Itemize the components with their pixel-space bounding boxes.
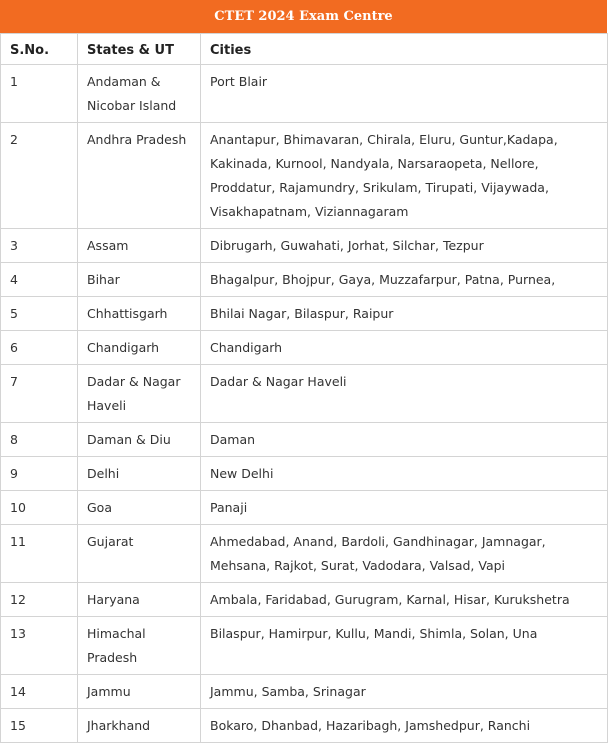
cell-sno: 7	[1, 365, 78, 423]
cell-state: Daman & Diu	[78, 423, 201, 457]
cell-cities: Bilaspur, Hamirpur, Kullu, Mandi, Shimla, Solan, Una	[201, 617, 608, 675]
cell-sno: 5	[1, 297, 78, 331]
table-row	[1, 365, 608, 423]
cell-cities: Panaji	[201, 491, 608, 525]
cell-sno: 1	[1, 65, 78, 123]
table-row	[1, 331, 608, 365]
table-row	[1, 709, 608, 743]
cell-state: Himachal Pradesh	[78, 617, 201, 675]
cell-cities: Bokaro, Dhanbad, Hazaribagh, Jamshedpur, Ranchi	[201, 709, 608, 743]
table-row	[1, 123, 608, 229]
cell-state: Chhattisgarh	[78, 297, 201, 331]
cell-state: Jammu	[78, 675, 201, 709]
cell-state: Andhra Pradesh	[78, 123, 201, 229]
table-title: CTET 2024 Exam Centre	[0, 0, 607, 33]
cell-state: Chandigarh	[78, 331, 201, 365]
cell-cities: Anantapur, Bhimavaran, Chirala, Eluru, Guntur,Kadapa, Kakinada, Kurnool, Nandyala, Narsaraopeta, Nellore, Proddatur, Rajamundry, Srikulam, Tirupati, Vijaywada, Visakhapatnam, Viziannagaram	[201, 123, 608, 229]
table-row	[1, 491, 608, 525]
cell-sno: 12	[1, 583, 78, 617]
cell-sno: 9	[1, 457, 78, 491]
column-header-sno: S.No.	[1, 34, 78, 65]
cell-sno: 15	[1, 709, 78, 743]
cell-sno: 13	[1, 617, 78, 675]
cell-state: Bihar	[78, 263, 201, 297]
table-row	[1, 525, 608, 583]
cell-state: Delhi	[78, 457, 201, 491]
cell-sno: 10	[1, 491, 78, 525]
cell-cities: Daman	[201, 423, 608, 457]
column-header-cities: Cities	[201, 34, 608, 65]
table-row	[1, 263, 608, 297]
cell-cities: Ahmedabad, Anand, Bardoli, Gandhinagar, Jamnagar, Mehsana, Rajkot, Surat, Vadodara, Valsad, Vapi	[201, 525, 608, 583]
cell-sno: 2	[1, 123, 78, 229]
cell-sno: 8	[1, 423, 78, 457]
table-row	[1, 423, 608, 457]
table-row	[1, 297, 608, 331]
table-row	[1, 583, 608, 617]
header-row	[1, 34, 608, 65]
cell-state: Dadar & Nagar Haveli	[78, 365, 201, 423]
cell-state: Jharkhand	[78, 709, 201, 743]
cell-cities: Dibrugarh, Guwahati, Jorhat, Silchar, Tezpur	[201, 229, 608, 263]
cell-cities: Chandigarh	[201, 331, 608, 365]
table-row	[1, 65, 608, 123]
cell-state: Goa	[78, 491, 201, 525]
table-body	[1, 65, 608, 743]
table-row	[1, 457, 608, 491]
cell-state: Andaman & Nicobar Island	[78, 65, 201, 123]
cell-sno: 6	[1, 331, 78, 365]
column-header-state: States & UT	[78, 34, 201, 65]
cell-cities: New Delhi	[201, 457, 608, 491]
exam-centre-table	[0, 33, 608, 743]
cell-cities: Dadar & Nagar Haveli	[201, 365, 608, 423]
cell-sno: 14	[1, 675, 78, 709]
cell-cities: Ambala, Faridabad, Gurugram, Karnal, Hisar, Kurukshetra	[201, 583, 608, 617]
cell-state: Assam	[78, 229, 201, 263]
table-row	[1, 617, 608, 675]
cell-cities: Bhilai Nagar, Bilaspur, Raipur	[201, 297, 608, 331]
cell-state: Gujarat	[78, 525, 201, 583]
cell-cities: Port Blair	[201, 65, 608, 123]
cell-cities: Bhagalpur, Bhojpur, Gaya, Muzzafarpur, Patna, Purnea,	[201, 263, 608, 297]
cell-sno: 4	[1, 263, 78, 297]
cell-sno: 3	[1, 229, 78, 263]
cell-cities: Jammu, Samba, Srinagar	[201, 675, 608, 709]
cell-sno: 11	[1, 525, 78, 583]
table-row	[1, 675, 608, 709]
table-row	[1, 229, 608, 263]
cell-state: Haryana	[78, 583, 201, 617]
